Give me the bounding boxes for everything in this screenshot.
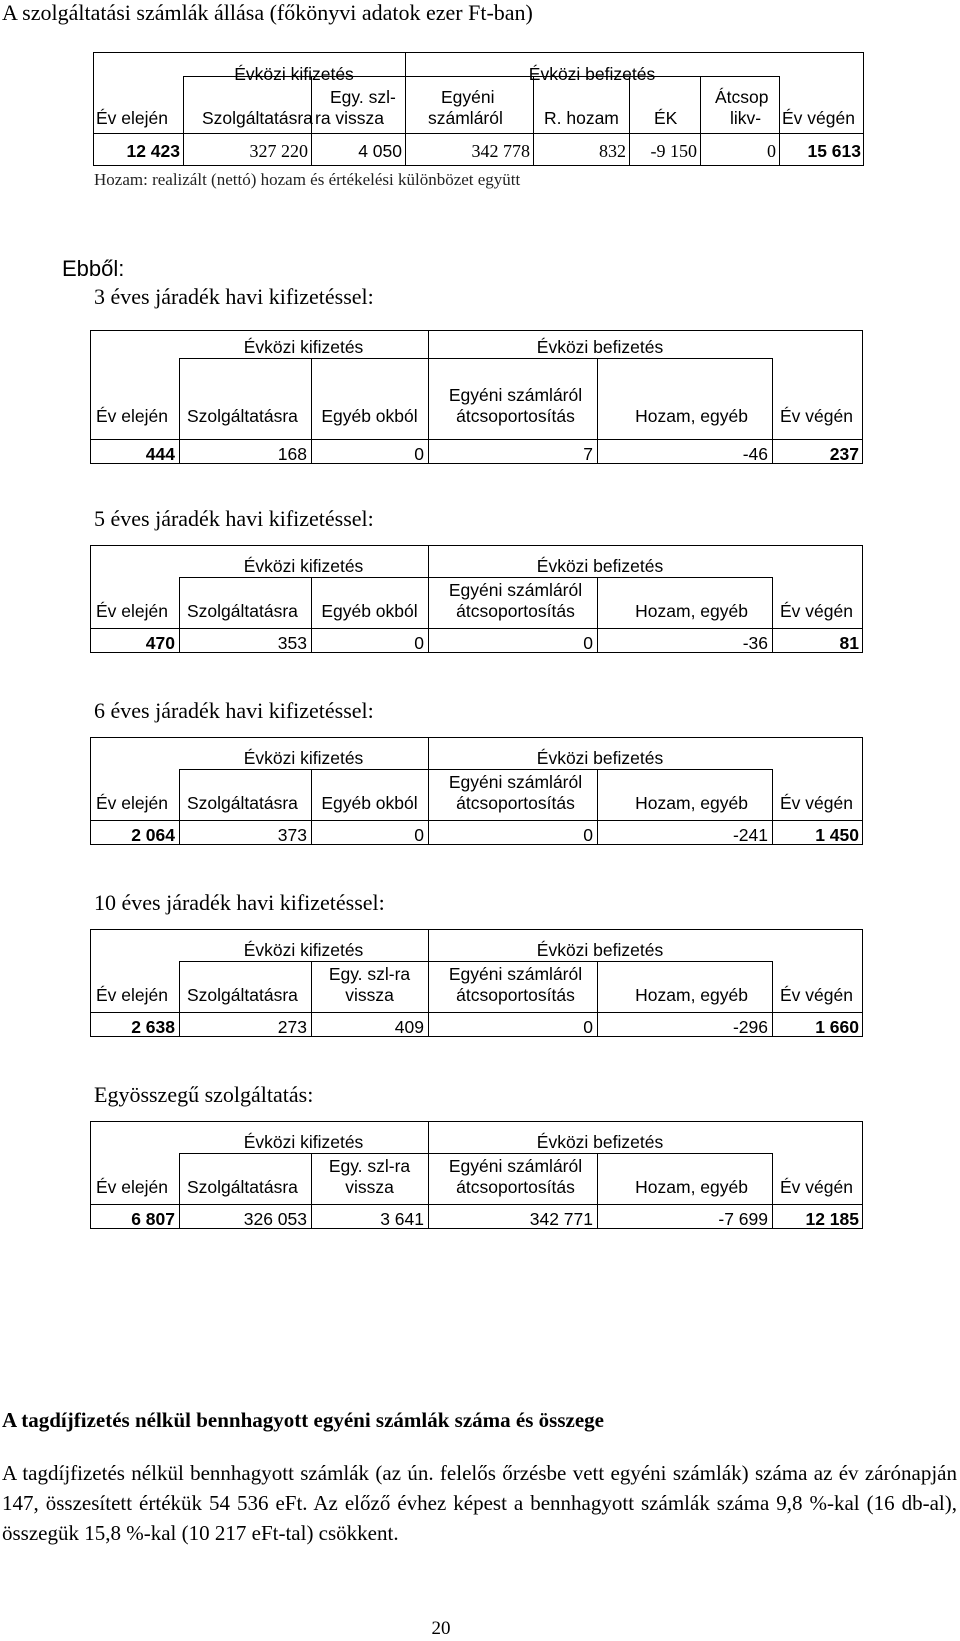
table-value: 0	[414, 633, 424, 653]
header-ek: ÉK	[654, 108, 678, 128]
page-title: A szolgáltatási számlák állása (főkönyvi adatok ezer Ft-ban)	[2, 0, 533, 25]
header-szolgaltatasra: Szolgáltatásra	[187, 793, 298, 813]
group-header-befizetes: Évközi befizetés	[536, 940, 664, 960]
group-header-kifizetes: Évközi kifizetés	[243, 337, 364, 357]
table-value: 342 771	[529, 1209, 593, 1229]
table-value: 353	[277, 633, 307, 653]
header-col4-line1: Egyéni számláról	[448, 1156, 583, 1176]
row-divider	[94, 133, 864, 134]
row-divider	[91, 439, 862, 440]
header-col4-line1: Egyéni számláról	[448, 580, 583, 600]
header-szolgaltatasra: Szolgáltatásra	[187, 985, 298, 1005]
row-divider	[91, 1204, 862, 1205]
table-value: 326 053	[243, 1209, 307, 1229]
header-ev-elejen: Év elején	[96, 601, 168, 621]
table-value: 0	[583, 825, 593, 845]
header-ev-elejen: Év elején	[96, 1177, 168, 1197]
table-value: 470	[145, 633, 175, 653]
group-header-befizetes: Évközi befizetés	[536, 1132, 664, 1152]
table-value: 168	[277, 444, 307, 464]
header-szolgaltatasra: Szolgáltatásra	[187, 406, 298, 426]
header-szolgaltatasra: Szolgáltatásra	[202, 108, 313, 128]
header-col4-line2: átcsoportosítás	[456, 406, 575, 426]
header-col4-line1: Egyéni számláról	[448, 385, 583, 405]
main-accounts-table	[93, 52, 864, 166]
value-r-hozam: 832	[599, 141, 626, 161]
header-ev-vegen: Év végén	[780, 985, 853, 1005]
table-value: 444	[145, 444, 175, 464]
table-value: 0	[414, 825, 424, 845]
ebbol-label: Ebből:	[62, 256, 125, 281]
page-number: 20	[431, 1618, 451, 1639]
header-egyeni-line1: Egyéni	[441, 87, 495, 107]
header-col4-line2: átcsoportosítás	[456, 985, 575, 1005]
group-header-kifizetes: Évközi kifizetés	[243, 748, 364, 768]
value-szolgaltatasra: 327 220	[249, 141, 308, 161]
table-value: 2 638	[131, 1017, 175, 1037]
header-hozam-egyeb: Hozam, egyéb	[635, 601, 748, 621]
header-col4-line1: Egyéni számláról	[448, 772, 583, 792]
value-egy-szl-vissza: 4 050	[358, 141, 402, 161]
value-atcsop: 0	[767, 141, 776, 161]
table-value: 7	[583, 444, 593, 464]
annuity-table	[90, 1121, 863, 1229]
table-value: 0	[414, 444, 424, 464]
table-value: -296	[732, 1017, 768, 1037]
header-ev-elejen: Év elején	[96, 793, 168, 813]
row-divider	[91, 1012, 862, 1013]
header-ev-vegen: Év végén	[780, 406, 853, 426]
header-col3-line2: Egyéb okból	[321, 601, 418, 621]
group-header-befizetes: Évközi befizetés	[536, 337, 664, 357]
row-divider	[91, 628, 862, 629]
table-value: 81	[839, 633, 859, 653]
paragraph-bennhagyott: A tagdíjfizetés nélkül bennhagyott számlák (az ún. felelős őrzésbe vett egyéni számlák) száma az év zárónapján 147, összesített értékük 54 536 eFt. Az előző évhez képest a bennhagyott számlák száma 9,8 %-kal (16 db-al), összegük 15,8 %-kal (10 217 eFt-tal) csökkent.	[2, 1461, 957, 1545]
header-ev-elejen: Év elején	[96, 985, 168, 1005]
header-r-hozam: R. hozam	[544, 108, 619, 128]
annuity-table	[90, 330, 863, 464]
header-ev-vegen: Év végén	[780, 601, 853, 621]
header-hozam-egyeb: Hozam, egyéb	[635, 1177, 748, 1197]
table-value: 0	[583, 633, 593, 653]
header-ev-elejen: Év elején	[96, 406, 168, 426]
table-value: 1 450	[815, 825, 859, 845]
group-header-kifizetes: Évközi kifizetés	[234, 64, 354, 84]
row-divider	[179, 1153, 772, 1154]
hozam-note: Hozam: realizált (nettó) hozam és értékelési különbözet együtt	[94, 170, 521, 189]
header-col3-line2: Egyéb okból	[321, 793, 418, 813]
row-divider	[179, 769, 772, 770]
section-heading-bennhagyott: A tagdíjfizetés nélkül bennhagyott egyéni számlák száma és összege	[2, 1408, 604, 1432]
table-value: -36	[742, 633, 768, 653]
value-egyeni-szamlarol: 342 778	[471, 141, 530, 161]
header-col3-line1: Egy. szl-ra	[328, 964, 411, 984]
value-ek: -9 150	[650, 141, 697, 161]
section-heading: 3 éves járadék havi kifizetéssel:	[94, 284, 374, 309]
row-divider	[91, 820, 862, 821]
group-header-kifizetes: Évközi kifizetés	[243, 556, 364, 576]
header-col3-line2: vissza	[345, 1177, 394, 1197]
header-ev-vegen: Év végén	[780, 1177, 853, 1197]
header-col3-line1: Egy. szl-ra	[328, 1156, 411, 1176]
header-ev-elejen: Év elején	[96, 108, 168, 128]
table-value: 3 641	[380, 1209, 424, 1229]
row-divider	[179, 577, 772, 578]
header-egyeni-line2: számláról	[428, 108, 503, 128]
table-value: 1 660	[815, 1017, 859, 1037]
row-divider	[179, 358, 772, 359]
table-value: 0	[583, 1017, 593, 1037]
section-heading: 10 éves járadék havi kifizetéssel:	[94, 890, 385, 915]
header-col4-line2: átcsoportosítás	[456, 1177, 575, 1197]
header-atcsop-line2: likv-	[730, 108, 762, 128]
header-col4-line2: átcsoportosítás	[456, 793, 575, 813]
header-col4-line1: Egyéni számláról	[448, 964, 583, 984]
header-hozam-egyeb: Hozam, egyéb	[635, 793, 748, 813]
section-heading: 6 éves járadék havi kifizetéssel:	[94, 698, 374, 723]
table-value: -241	[732, 825, 768, 845]
group-header-kifizetes: Évközi kifizetés	[243, 1132, 364, 1152]
annuity-table	[90, 737, 863, 845]
header-szolgaltatasra: Szolgáltatásra	[187, 601, 298, 621]
section-heading: 5 éves járadék havi kifizetéssel:	[94, 506, 374, 531]
header-ev-vegen: Év végén	[782, 108, 855, 128]
header-egy-szl-line1: Egy. szl-	[330, 87, 396, 107]
header-col3-line2: vissza	[345, 985, 394, 1005]
header-hozam-egyeb: Hozam, egyéb	[635, 406, 748, 426]
value-ev-elejen: 12 423	[126, 141, 180, 161]
header-egy-szl-line2: ra vissza	[315, 108, 385, 128]
table-value: 12 185	[805, 1209, 859, 1229]
header-col3-line2: Egyéb okból	[321, 406, 418, 426]
header-atcsop-line1: Átcsop	[715, 87, 769, 107]
group-header-befizetes: Évközi befizetés	[528, 64, 656, 84]
header-ev-vegen: Év végén	[780, 793, 853, 813]
annuity-table	[90, 929, 863, 1037]
table-value: 237	[829, 444, 859, 464]
table-value: 2 064	[131, 825, 175, 845]
annuity-table	[90, 545, 863, 653]
table-value: -46	[742, 444, 768, 464]
table-value: 373	[277, 825, 307, 845]
table-value: 409	[394, 1017, 424, 1037]
group-header-kifizetes: Évközi kifizetés	[243, 940, 364, 960]
header-szolgaltatasra: Szolgáltatásra	[187, 1177, 298, 1197]
group-header-befizetes: Évközi befizetés	[536, 748, 664, 768]
header-hozam-egyeb: Hozam, egyéb	[635, 985, 748, 1005]
section-heading: Egyösszegű szolgáltatás:	[94, 1082, 314, 1107]
row-divider	[179, 961, 772, 962]
table-value: -7 699	[718, 1209, 768, 1229]
header-col4-line2: átcsoportosítás	[456, 601, 575, 621]
table-value: 6 807	[131, 1209, 175, 1229]
group-header-befizetes: Évközi befizetés	[536, 556, 664, 576]
table-value: 273	[277, 1017, 307, 1037]
value-ev-vegen: 15 613	[807, 141, 861, 161]
